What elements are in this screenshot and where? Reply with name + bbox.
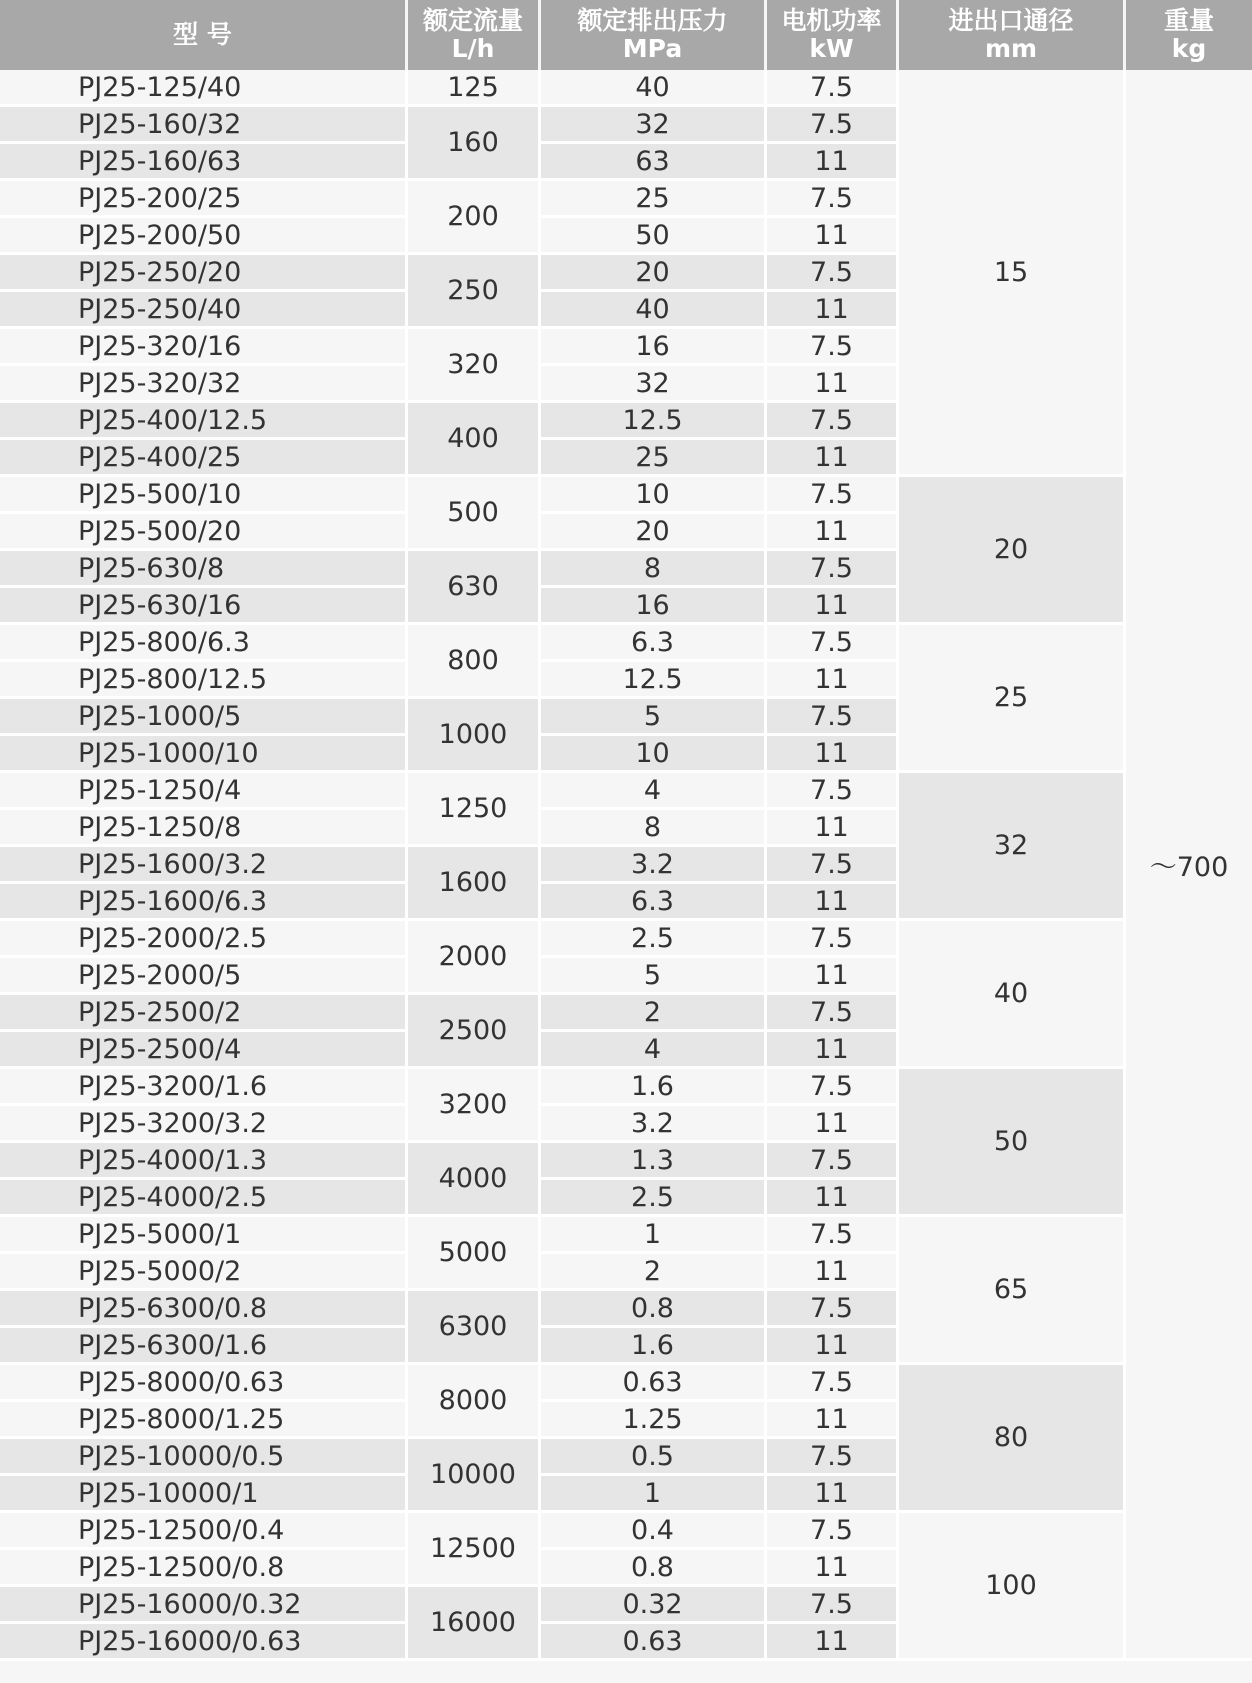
table-row — [0, 1217, 1252, 1254]
power-cell: 11 — [767, 1624, 899, 1661]
power-cell: 11 — [767, 440, 899, 477]
model-cell: PJ25-6300/0.8 — [0, 1291, 408, 1328]
power-cell: 7.5 — [767, 1069, 899, 1106]
pressure-cell: 20 — [541, 255, 767, 292]
flow-cell: 10000 — [408, 1439, 541, 1513]
model-cell: PJ25-4000/2.5 — [0, 1180, 408, 1217]
flow-cell: 1000 — [408, 699, 541, 773]
bore-cell: 15 — [899, 70, 1126, 477]
pressure-cell: 0.4 — [541, 1513, 767, 1550]
pressure-cell: 6.3 — [541, 625, 767, 662]
model-cell: PJ25-1000/10 — [0, 736, 408, 773]
power-cell: 7.5 — [767, 699, 899, 736]
table-row — [0, 477, 1252, 514]
bore-cell: 50 — [899, 1069, 1126, 1217]
pressure-cell: 5 — [541, 958, 767, 995]
model-cell: PJ25-6300/1.6 — [0, 1328, 408, 1365]
pressure-cell: 1.25 — [541, 1402, 767, 1439]
flow-cell: 320 — [408, 329, 541, 403]
power-cell: 11 — [767, 958, 899, 995]
bore-cell: 80 — [899, 1365, 1126, 1513]
power-cell: 11 — [767, 1254, 899, 1291]
power-cell: 7.5 — [767, 773, 899, 810]
header-bore — [899, 0, 1126, 70]
model-cell: PJ25-200/50 — [0, 218, 408, 255]
header-power-unit: kW — [809, 34, 854, 63]
model-cell: PJ25-3200/1.6 — [0, 1069, 408, 1106]
header-bore-unit: mm — [984, 34, 1038, 63]
pressure-cell: 2 — [541, 995, 767, 1032]
power-cell: 7.5 — [767, 1439, 899, 1476]
flow-cell: 250 — [408, 255, 541, 329]
bore-cell: 32 — [899, 773, 1126, 921]
power-cell: 7.5 — [767, 477, 899, 514]
power-cell: 11 — [767, 662, 899, 699]
flow-cell: 125 — [408, 70, 541, 107]
bore-cell: 65 — [899, 1217, 1126, 1365]
pressure-cell: 0.8 — [541, 1291, 767, 1328]
model-cell: PJ25-2500/2 — [0, 995, 408, 1032]
bore-cell: 100 — [899, 1513, 1126, 1661]
table-row — [0, 1513, 1252, 1550]
flow-cell: 6300 — [408, 1291, 541, 1365]
model-cell: PJ25-200/25 — [0, 181, 408, 218]
table-row — [0, 625, 1252, 662]
flow-cell: 4000 — [408, 1143, 541, 1217]
header-weight — [1126, 0, 1252, 70]
pressure-cell: 8 — [541, 810, 767, 847]
header-model — [0, 0, 408, 70]
power-cell: 11 — [767, 366, 899, 403]
bore-cell: 20 — [899, 477, 1126, 625]
model-cell: PJ25-1250/4 — [0, 773, 408, 810]
pressure-cell: 5 — [541, 699, 767, 736]
pressure-cell: 4 — [541, 1032, 767, 1069]
model-cell: PJ25-400/12.5 — [0, 403, 408, 440]
power-cell: 7.5 — [767, 1365, 899, 1402]
flow-cell: 800 — [408, 625, 541, 699]
model-cell: PJ25-10000/1 — [0, 1476, 408, 1513]
model-cell: PJ25-800/6.3 — [0, 625, 408, 662]
model-cell: PJ25-500/10 — [0, 477, 408, 514]
model-cell: PJ25-160/63 — [0, 144, 408, 181]
table-row — [0, 1365, 1252, 1402]
bore-cell: 40 — [899, 921, 1126, 1069]
model-cell: PJ25-160/32 — [0, 107, 408, 144]
power-cell: 11 — [767, 736, 899, 773]
pressure-cell: 32 — [541, 366, 767, 403]
power-cell: 11 — [767, 514, 899, 551]
pressure-cell: 32 — [541, 107, 767, 144]
pressure-cell: 40 — [541, 70, 767, 107]
power-cell: 7.5 — [767, 847, 899, 884]
model-cell: PJ25-1000/5 — [0, 699, 408, 736]
table-row — [0, 773, 1252, 810]
model-cell: PJ25-1600/3.2 — [0, 847, 408, 884]
pressure-cell: 25 — [541, 440, 767, 477]
pressure-cell: 1.3 — [541, 1143, 767, 1180]
header-pressure-unit: MPa — [622, 34, 683, 63]
pressure-cell: 6.3 — [541, 884, 767, 921]
power-cell: 7.5 — [767, 107, 899, 144]
bore-cell: 25 — [899, 625, 1126, 773]
weight-cell: ～700 — [1126, 70, 1252, 1661]
pressure-cell: 1.6 — [541, 1328, 767, 1365]
table-row — [0, 1069, 1252, 1106]
model-cell: PJ25-12500/0.8 — [0, 1550, 408, 1587]
pressure-cell: 0.63 — [541, 1365, 767, 1402]
model-cell: PJ25-8000/1.25 — [0, 1402, 408, 1439]
power-cell: 11 — [767, 1550, 899, 1587]
header-power — [767, 0, 899, 70]
flow-cell: 400 — [408, 403, 541, 477]
model-cell: PJ25-4000/1.3 — [0, 1143, 408, 1180]
pressure-cell: 0.32 — [541, 1587, 767, 1624]
power-cell: 11 — [767, 1328, 899, 1365]
model-cell: PJ25-2500/4 — [0, 1032, 408, 1069]
power-cell: 11 — [767, 218, 899, 255]
header-bore-label: 进出口通径 — [948, 6, 1074, 35]
model-cell: PJ25-10000/0.5 — [0, 1439, 408, 1476]
power-cell: 11 — [767, 810, 899, 847]
header-pressure — [541, 0, 767, 70]
header-weight-label: 重量 — [1163, 6, 1214, 35]
pressure-cell: 1 — [541, 1217, 767, 1254]
flow-cell: 1600 — [408, 847, 541, 921]
pressure-cell: 50 — [541, 218, 767, 255]
pressure-cell: 0.63 — [541, 1624, 767, 1661]
header-flow — [408, 0, 541, 70]
model-cell: PJ25-630/8 — [0, 551, 408, 588]
model-cell: PJ25-630/16 — [0, 588, 408, 625]
pressure-cell: 1 — [541, 1476, 767, 1513]
model-cell: PJ25-16000/0.63 — [0, 1624, 408, 1661]
model-cell: PJ25-2000/5 — [0, 958, 408, 995]
flow-cell: 5000 — [408, 1217, 541, 1291]
model-cell: PJ25-12500/0.4 — [0, 1513, 408, 1550]
flow-cell: 12500 — [408, 1513, 541, 1587]
power-cell: 7.5 — [767, 551, 899, 588]
power-cell: 7.5 — [767, 625, 899, 662]
flow-cell: 500 — [408, 477, 541, 551]
power-cell: 7.5 — [767, 403, 899, 440]
flow-cell: 200 — [408, 181, 541, 255]
pressure-cell: 4 — [541, 773, 767, 810]
flow-cell: 1250 — [408, 773, 541, 847]
power-cell: 7.5 — [767, 70, 899, 107]
table-body — [0, 70, 1252, 1661]
model-cell: PJ25-400/25 — [0, 440, 408, 477]
pressure-cell: 20 — [541, 514, 767, 551]
table-row — [0, 70, 1252, 107]
pressure-cell: 16 — [541, 588, 767, 625]
header-flow-label: 额定流量 — [422, 6, 523, 35]
pressure-cell: 1.6 — [541, 1069, 767, 1106]
header-flow-unit: L/h — [451, 34, 495, 63]
model-cell: PJ25-3200/3.2 — [0, 1106, 408, 1143]
pressure-cell: 2 — [541, 1254, 767, 1291]
model-cell: PJ25-16000/0.32 — [0, 1587, 408, 1624]
power-cell: 11 — [767, 1032, 899, 1069]
flow-cell: 2500 — [408, 995, 541, 1069]
pressure-cell: 2.5 — [541, 921, 767, 958]
flow-cell: 16000 — [408, 1587, 541, 1661]
pressure-cell: 0.5 — [541, 1439, 767, 1476]
power-cell: 7.5 — [767, 1291, 899, 1328]
model-cell: PJ25-250/20 — [0, 255, 408, 292]
header-row — [0, 0, 1252, 70]
model-cell: PJ25-2000/2.5 — [0, 921, 408, 958]
flow-cell: 8000 — [408, 1365, 541, 1439]
pressure-cell: 63 — [541, 144, 767, 181]
power-cell: 7.5 — [767, 1217, 899, 1254]
pressure-cell: 12.5 — [541, 662, 767, 699]
power-cell: 7.5 — [767, 995, 899, 1032]
pressure-cell: 3.2 — [541, 847, 767, 884]
power-cell: 7.5 — [767, 1587, 899, 1624]
power-cell: 11 — [767, 588, 899, 625]
power-cell: 7.5 — [767, 181, 899, 218]
header-weight-unit: kg — [1171, 34, 1207, 63]
pressure-cell: 2.5 — [541, 1180, 767, 1217]
model-cell: PJ25-1250/8 — [0, 810, 408, 847]
model-cell: PJ25-500/20 — [0, 514, 408, 551]
model-cell: PJ25-8000/0.63 — [0, 1365, 408, 1402]
power-cell: 7.5 — [767, 921, 899, 958]
model-cell: PJ25-250/40 — [0, 292, 408, 329]
header-power-label: 电机功率 — [781, 6, 882, 35]
flow-cell: 3200 — [408, 1069, 541, 1143]
power-cell: 11 — [767, 1402, 899, 1439]
pressure-cell: 16 — [541, 329, 767, 366]
power-cell: 11 — [767, 292, 899, 329]
model-cell: PJ25-5000/1 — [0, 1217, 408, 1254]
flow-cell: 630 — [408, 551, 541, 625]
power-cell: 11 — [767, 1476, 899, 1513]
pressure-cell: 12.5 — [541, 403, 767, 440]
power-cell: 11 — [767, 1180, 899, 1217]
model-cell: PJ25-320/16 — [0, 329, 408, 366]
power-cell: 7.5 — [767, 1143, 899, 1180]
table-row — [0, 921, 1252, 958]
pressure-cell: 0.8 — [541, 1550, 767, 1587]
pressure-cell: 10 — [541, 736, 767, 773]
pressure-cell: 10 — [541, 477, 767, 514]
pressure-cell: 8 — [541, 551, 767, 588]
power-cell: 7.5 — [767, 329, 899, 366]
power-cell: 7.5 — [767, 1513, 899, 1550]
pressure-cell: 40 — [541, 292, 767, 329]
header-pressure-label: 额定排出压力 — [577, 6, 728, 35]
model-cell: PJ25-5000/2 — [0, 1254, 408, 1291]
pressure-cell: 25 — [541, 181, 767, 218]
power-cell: 11 — [767, 1106, 899, 1143]
header-model-label: 型 号 — [173, 20, 232, 49]
pressure-cell: 3.2 — [541, 1106, 767, 1143]
model-cell: PJ25-125/40 — [0, 70, 408, 107]
power-cell: 7.5 — [767, 255, 899, 292]
flow-cell: 2000 — [408, 921, 541, 995]
model-cell: PJ25-1600/6.3 — [0, 884, 408, 921]
flow-cell: 160 — [408, 107, 541, 181]
power-cell: 11 — [767, 884, 899, 921]
power-cell: 11 — [767, 144, 899, 181]
model-cell: PJ25-800/12.5 — [0, 662, 408, 699]
model-cell: PJ25-320/32 — [0, 366, 408, 403]
